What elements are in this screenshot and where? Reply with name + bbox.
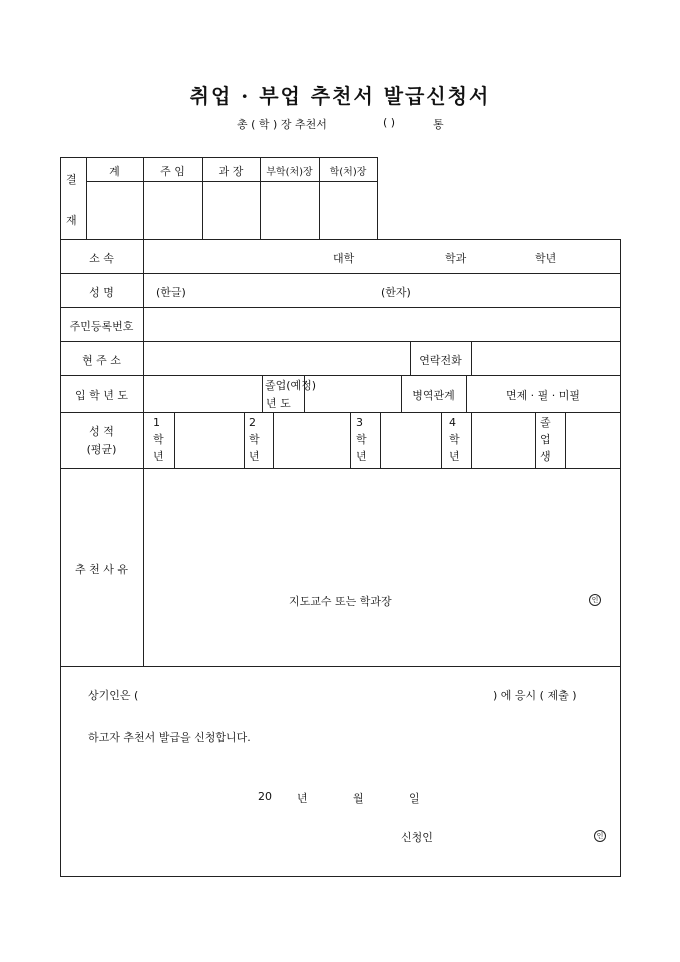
grade-year-2-c2: 년 [249, 450, 260, 463]
grade-year-4-c1: 학 [449, 433, 460, 446]
grade-graduate-c2: 생 [540, 450, 551, 463]
affiliation-university: 대학 [333, 252, 355, 265]
grade-year-1-c2: 년 [153, 450, 164, 463]
address-divider [471, 341, 472, 375]
grade-year-4-num: 4 [449, 416, 456, 429]
label-column-divider [143, 239, 144, 666]
phone-label: 연락전화 [419, 354, 462, 367]
approval-right-border [377, 157, 378, 239]
admission-year-label: 입 학 년 도 [75, 389, 128, 402]
subtitle-unit: 통 [433, 118, 444, 131]
affiliation-label: 소 속 [89, 252, 114, 265]
approval-col-gwajang: 과 장 [218, 165, 244, 178]
grades-divider [441, 412, 442, 468]
approval-side-bottom: 재 [66, 214, 77, 227]
approval-left-border [60, 157, 61, 239]
grade-year-1 [153, 414, 164, 465]
grade-year-3-num: 3 [356, 416, 363, 429]
grades-divider [174, 412, 175, 468]
approval-col-dean: 학(처)장 [329, 167, 367, 178]
grades-divider [380, 412, 381, 468]
grades-divider [535, 412, 536, 468]
approval-col-vice-dean: 부학(처)장 [266, 167, 313, 178]
grades-divider [565, 412, 566, 468]
row-divider [60, 341, 621, 342]
row-divider [60, 666, 621, 667]
admission-divider [262, 375, 263, 412]
grades-divider [273, 412, 274, 468]
date-month: 월 [353, 792, 364, 805]
resident-number-label: 주민등록번호 [69, 320, 134, 333]
applicant-seal-icon: 인 [594, 830, 606, 842]
document-title: 취업 · 부업 추천서 발급신청서 [189, 84, 491, 108]
affiliation-department: 학과 [445, 252, 467, 265]
approval-col-juim: 주 임 [160, 165, 185, 178]
row-divider [60, 468, 621, 469]
form-left-border [60, 239, 61, 876]
grade-year-2-c1: 학 [249, 433, 260, 446]
subtitle-count-field[interactable]: ( ) [383, 116, 396, 129]
graduation-label-line2: 년 도 [266, 397, 291, 410]
approval-col-gye: 계 [109, 165, 120, 178]
address-label: 현 주 소 [82, 354, 121, 367]
grades-divider [350, 412, 351, 468]
graduation-label-line1: 졸업(예정) [265, 379, 317, 392]
name-label: 성 명 [89, 286, 114, 299]
form-right-border [620, 239, 621, 876]
grade-year-3 [356, 414, 367, 465]
footer-line1-start: 상기인은 ( [88, 689, 139, 702]
reason-seal-icon: 인 [589, 594, 601, 606]
footer-line2: 하고자 추천서 발급을 신청합니다. [88, 731, 251, 744]
grade-year-1-num: 1 [153, 416, 160, 429]
grades-label-line1: 성 적 [89, 425, 114, 438]
subtitle-issuer: 총 ( 학 ) 장 추천서 [237, 118, 327, 131]
applicant-label: 신청인 [401, 831, 433, 844]
footer-line1-end: ) 에 응시 ( 제출 ) [493, 689, 577, 702]
name-hanja-field[interactable]: (한자) [381, 286, 411, 299]
grade-year-4 [449, 414, 460, 465]
grade-graduate-c1: 업 [540, 433, 551, 446]
grade-graduate-c0: 졸 [540, 416, 551, 429]
approval-top-border [60, 157, 378, 158]
row-divider [60, 412, 621, 413]
grade-year-2 [249, 414, 260, 465]
date-day: 일 [409, 792, 420, 805]
grades-label-line2: (평균) [86, 443, 117, 456]
grade-graduate [540, 414, 551, 465]
reason-label: 추 천 사 유 [75, 563, 128, 576]
row-divider [60, 307, 621, 308]
military-options[interactable]: 면제 · 필 · 미필 [505, 389, 581, 402]
date-year: 년 [297, 792, 308, 805]
name-korean-field[interactable]: (한글) [156, 286, 186, 299]
row-divider [60, 273, 621, 274]
approval-side-top: 결 [66, 173, 77, 186]
grade-year-3-c1: 학 [356, 433, 367, 446]
grade-year-4-c2: 년 [449, 450, 460, 463]
row-divider [60, 375, 621, 376]
grades-divider [244, 412, 245, 468]
form-top-border [60, 239, 621, 240]
reason-signer: 지도교수 또는 학과장 [289, 595, 392, 608]
form-bottom-border [60, 876, 621, 877]
grade-year-2-num: 2 [249, 416, 256, 429]
grades-divider [471, 412, 472, 468]
military-label: 병역관계 [412, 389, 455, 402]
approval-header-divider [86, 181, 378, 182]
grade-year-3-c2: 년 [356, 450, 367, 463]
date-prefix: 20 [258, 790, 272, 803]
affiliation-year: 학년 [535, 252, 557, 265]
grade-year-1-c1: 학 [153, 433, 164, 446]
